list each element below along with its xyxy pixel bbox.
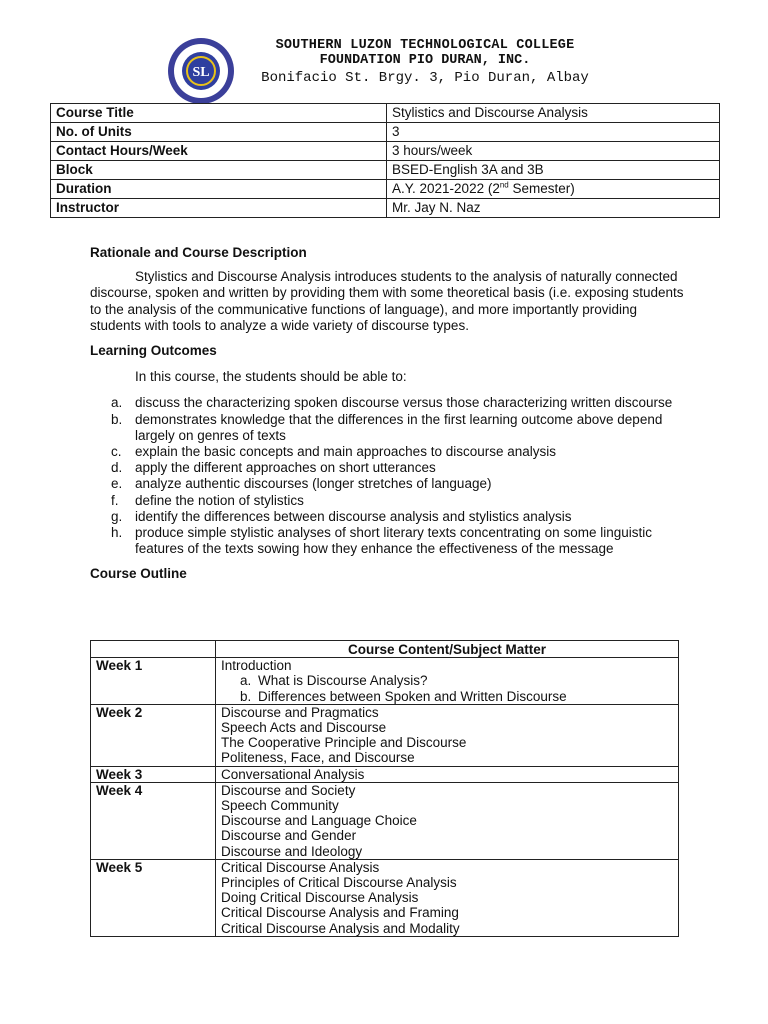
- list-item: [90, 509, 690, 525]
- topic-line: Conversational Analysis: [221, 766, 365, 782]
- table-row: [51, 123, 720, 142]
- duration-ordinal-suffix: nd: [499, 180, 509, 190]
- table-row: [51, 199, 720, 218]
- topic-line: Discourse and Pragmatics: [221, 704, 379, 720]
- list-item: [90, 460, 690, 476]
- table-row: [51, 180, 720, 199]
- duration-label: Duration: [51, 180, 387, 199]
- topic-line: The Cooperative Principle and Discourse: [221, 735, 467, 751]
- list-item-text: explain the basic concepts and main approaches to discourse analysis: [135, 444, 556, 460]
- week-column-header: [91, 641, 216, 658]
- table-row: [91, 658, 679, 705]
- subtopic-line: [221, 689, 673, 704]
- table-row: [91, 704, 679, 766]
- units-label: No. of Units: [51, 123, 387, 142]
- week-content: [216, 766, 679, 782]
- list-marker: e.: [111, 476, 123, 492]
- topic-line: Principles of Critical Discourse Analysis: [221, 875, 457, 891]
- institution-name: SOUTHERN LUZON TECHNOLOGICAL COLLEGE: [275, 38, 575, 53]
- topic-line: Critical Discourse Analysis and Modality: [221, 920, 460, 936]
- list-marker: f.: [111, 492, 119, 508]
- table-row: [91, 766, 679, 782]
- seal-initials: SL: [192, 65, 210, 80]
- topic-line: Speech Community: [221, 798, 339, 814]
- list-item-text: identify the differences between discourse analysis and stylistics analysis: [135, 508, 572, 524]
- table-row: [51, 161, 720, 180]
- topic-line: Discourse and Gender: [221, 828, 357, 844]
- week-content: [216, 782, 679, 859]
- week-content: [216, 658, 679, 705]
- institution-address: Bonifacio St. Brgy. 3, Pio Duran, Albay: [261, 70, 589, 86]
- week-content: [216, 704, 679, 766]
- list-item: [90, 525, 690, 557]
- topic-line: Discourse and Ideology: [221, 843, 363, 859]
- list-marker: a.: [240, 673, 252, 689]
- week-label: Week 3: [91, 766, 216, 782]
- duration-value: [387, 180, 720, 199]
- table-row: [51, 104, 720, 123]
- instructor-label: Instructor: [51, 199, 387, 218]
- rationale-paragraph: Stylistics and Discourse Analysis introduces students to the analysis of naturally connected discourse, spoken and written by providing them with some theoretical basis (i.e. exposing students to the analysis of the communicative functions of language), and more importantly providing students with tools to analyze a wide variety of discourse types.: [90, 269, 684, 333]
- list-marker: b.: [240, 688, 252, 704]
- course-info-table: [50, 103, 720, 218]
- letterhead: [0, 32, 768, 96]
- week-label: Week 1: [91, 658, 216, 705]
- topic-line: Critical Discourse Analysis and Framing: [221, 905, 459, 921]
- learning-outcomes-intro: In this course, the students should be able to:: [135, 369, 407, 385]
- table-row: [91, 859, 679, 936]
- table-row: [51, 142, 720, 161]
- course-title-value: Stylistics and Discourse Analysis: [387, 104, 720, 123]
- units-value: 3: [387, 123, 720, 142]
- course-description-body: [90, 245, 690, 583]
- topic-line: Discourse and Language Choice: [221, 813, 417, 829]
- list-item-text: demonstrates knowledge that the differences in the first learning outcome above depend largely on genres of texts: [135, 411, 663, 443]
- instructor-value: Mr. Jay N. Naz: [387, 199, 720, 218]
- institution-subtitle: FOUNDATION PIO DURAN, INC.: [319, 53, 531, 68]
- duration-value-main: A.Y. 2021-2022 (2: [392, 181, 500, 196]
- table-row: [91, 782, 679, 859]
- list-item: [90, 493, 690, 509]
- topic-line: Speech Acts and Discourse: [221, 720, 387, 736]
- college-seal-logo: [166, 36, 236, 106]
- list-item: [90, 476, 690, 492]
- list-item-text: define the notion of stylistics: [135, 492, 304, 508]
- rationale-heading: Rationale and Course Description: [90, 245, 307, 260]
- table-header-row: [91, 641, 679, 658]
- learning-outcomes-list: [90, 395, 690, 557]
- list-item: [90, 444, 690, 460]
- list-item-text: analyze authentic discourses (longer stretches of language): [135, 476, 492, 492]
- list-item: [90, 412, 690, 444]
- block-label: Block: [51, 161, 387, 180]
- subtopic-text: What is Discourse Analysis?: [258, 673, 428, 689]
- list-marker: h.: [111, 525, 123, 541]
- week-label: Week 2: [91, 704, 216, 766]
- subtopic-text: Differences between Spoken and Written Discourse: [258, 688, 567, 704]
- contact-hours-value: 3 hours/week: [387, 142, 720, 161]
- week-content: [216, 859, 679, 936]
- list-marker: g.: [111, 508, 123, 524]
- contact-hours-label: Contact Hours/Week: [51, 142, 387, 161]
- list-marker: a.: [111, 395, 123, 411]
- list-marker: b.: [111, 411, 123, 427]
- list-item: [90, 395, 690, 411]
- list-marker: d.: [111, 460, 123, 476]
- topic-line: Doing Critical Discourse Analysis: [221, 890, 419, 906]
- week-label: Week 4: [91, 782, 216, 859]
- duration-value-end: Semester): [508, 181, 575, 196]
- subtopic-line: [221, 673, 673, 688]
- topic-line: Politeness, Face, and Discourse: [221, 750, 415, 766]
- list-item-text: discuss the characterizing spoken discourse versus those characterizing written discourse: [135, 395, 673, 411]
- topic-line: Critical Discourse Analysis: [221, 859, 380, 875]
- course-outline-heading: Course Outline: [90, 566, 187, 582]
- week-label: Week 5: [91, 859, 216, 936]
- block-value: BSED-English 3A and 3B: [387, 161, 720, 180]
- course-outline-table: [90, 640, 679, 937]
- course-title-label: Course Title: [51, 104, 387, 123]
- list-item-text: produce simple stylistic analyses of short literary texts concentrating on some linguistic features of the texts sowing how they enhance the effectiveness of the message: [135, 525, 652, 557]
- topic-line: Introduction: [221, 658, 292, 674]
- content-column-header: Course Content/Subject Matter: [216, 641, 679, 658]
- learning-outcomes-heading: Learning Outcomes: [90, 343, 217, 359]
- topic-line: Discourse and Society: [221, 782, 356, 798]
- list-marker: c.: [111, 444, 122, 460]
- list-item-text: apply the different approaches on short utterances: [135, 460, 436, 476]
